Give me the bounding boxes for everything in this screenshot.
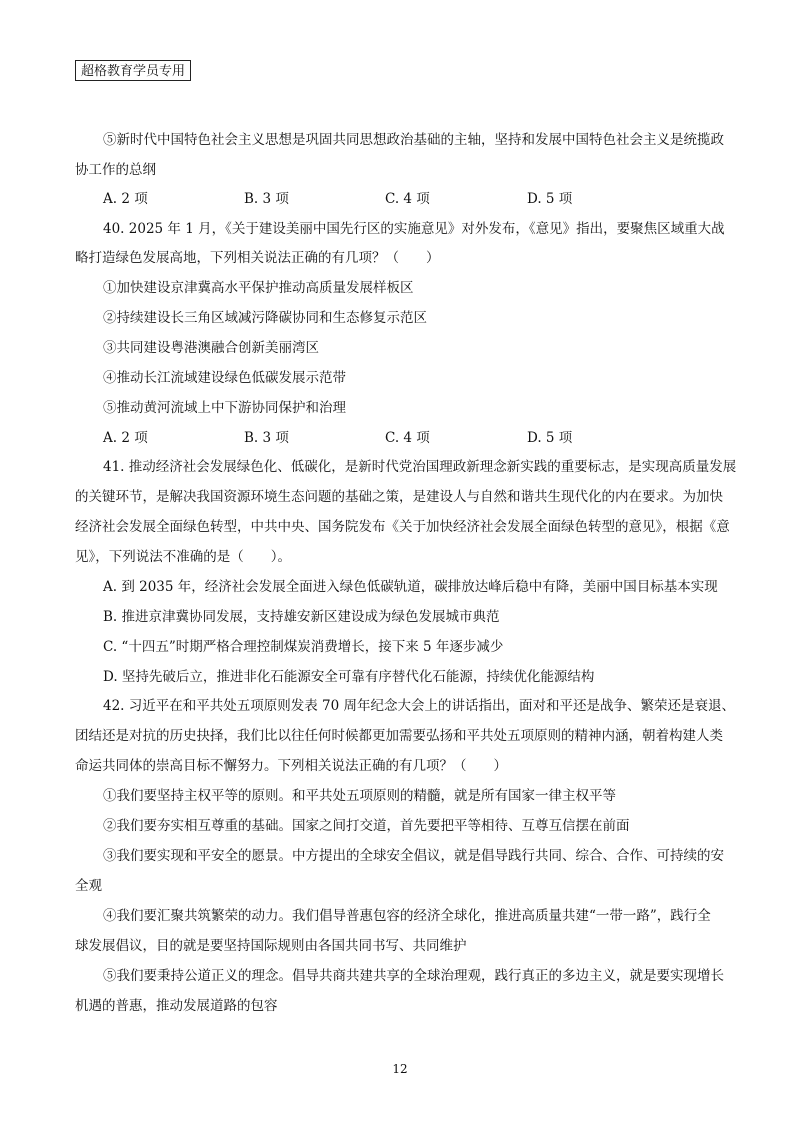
q39-item5-line1: ⑤新时代中国特色社会主义思想是巩固共同思想政治基础的主轴，坚持和发展中国特色社会主义是统揽政 xyxy=(103,132,724,148)
q40-item-4: ④推动长江流域建设绿色低碳发展示范带 xyxy=(103,370,346,386)
q42-stem-line3: 命运共同体的崇高目标不懈努力。下列相关说法正确的有几项？（ ） xyxy=(75,758,507,774)
q41-option-b: B. 推进京津冀协同发展，支持雄安新区建设成为绿色发展城市典范 xyxy=(103,609,500,625)
q39-choice-b: B. 3 项 xyxy=(244,191,289,207)
q40-choice-d: D. 5 项 xyxy=(527,430,573,446)
q41-option-c: C. “十四五”时期严格合理控制煤炭消费增长，接下来 5 年逐步减少 xyxy=(103,639,504,655)
q39-choice-a: A. 2 项 xyxy=(103,191,148,207)
q39-item5-line2: 协工作的总纲 xyxy=(75,162,156,178)
q42-stem-line2: 团结还是对抗的历史抉择，我们比以往任何时候都更加需要弘扬和平共处五项原则的精神内涵，朝着构建人类 xyxy=(75,728,723,744)
q42-item-1: ①我们要坚持主权平等的原则。和平共处五项原则的精髓，就是所有国家一律主权平等 xyxy=(103,788,616,804)
q40-item-2: ②持续建设长三角区域减污降碳协同和生态修复示范区 xyxy=(103,310,427,326)
q41-stem-line1: 41. 推动经济社会发展绿色化、低碳化，是新时代党治国理政新理念新实践的重要标志，是实现高质量发展 xyxy=(103,459,737,475)
q41-stem-line4: 见》，下列说法不准确的是（ ）。 xyxy=(75,549,291,565)
header-label: 超格教育学员专用 xyxy=(75,60,191,81)
q42-item-2: ②我们要夯实相互尊重的基础。国家之间打交道，首先要把平等相待、互尊互信摆在前面 xyxy=(103,818,630,834)
q40-choice-b: B. 3 项 xyxy=(244,430,289,446)
q42-item-3-line2: 全观 xyxy=(75,878,102,894)
q41-stem-line2: 的关键环节，是解决我国资源环境生态问题的基础之策，是建设人与自然和谐共生现代化的内在要求。为加快 xyxy=(75,489,723,505)
q42-item-4-line1: ④我们要汇聚共筑繁荣的动力。我们倡导普惠包容的经济全球化，推进高质量共建“一带一路”，践行全 xyxy=(103,908,711,924)
q40-choice-a: A. 2 项 xyxy=(103,430,148,446)
q42-item-5-line2: 机遇的普惠，推动发展道路的包容 xyxy=(75,998,278,1014)
q41-option-d: D. 坚持先破后立，推进非化石能源安全可靠有序替代化石能源，持续优化能源结构 xyxy=(103,669,595,685)
q42-item-4-line2: 球发展倡议，目的就是要坚持国际规则由各国共同书写、共同维护 xyxy=(75,938,467,954)
page-number: 12 xyxy=(392,1062,408,1076)
q40-choice-c: C. 4 项 xyxy=(385,430,430,446)
q39-choice-c: C. 4 项 xyxy=(385,191,430,207)
q40-stem-line2: 略打造绿色发展高地，下列相关说法正确的有几项？（ ） xyxy=(75,250,440,266)
q41-option-a: A. 到 2035 年，经济社会发展全面进入绿色低碳轨道，碳排放达峰后稳中有降，美丽中国目标基本实现 xyxy=(103,579,718,595)
q42-item-3-line1: ③我们要实现和平安全的愿景。中方提出的全球安全倡议，就是倡导践行共同、综合、合作、可持续的安 xyxy=(103,848,724,864)
q40-item-1: ①加快建设京津冀高水平保护推动高质量发展样板区 xyxy=(103,280,414,296)
q39-choices xyxy=(103,189,703,209)
q40-item-5: ⑤推动黄河流域上中下游协同保护和治理 xyxy=(103,400,346,416)
q42-item-5-line1: ⑤我们要秉持公道正义的理念。倡导共商共建共享的全球治理观，践行真正的多边主义，就是要实现增长 xyxy=(103,968,724,984)
q42-stem-line1: 42. 习近平在和平共处五项原则发表 70 周年纪念大会上的讲话指出，面对和平还是战争、繁荣还是衰退、 xyxy=(103,698,736,714)
q40-item-3: ③共同建设粤港澳融合创新美丽湾区 xyxy=(103,340,319,356)
q40-stem-line1: 40. 2025 年 1 月，《关于建设美丽中国先行区的实施意见》对外发布，《意见》指出，要聚焦区域重大战 xyxy=(103,221,725,237)
q41-stem-line3: 经济社会发展全面绿色转型，中共中央、国务院发布《关于加快经济社会发展全面绿色转型的意见》，根据《意 xyxy=(75,519,730,535)
q39-choice-d: D. 5 项 xyxy=(527,191,573,207)
q40-choices xyxy=(103,428,703,448)
